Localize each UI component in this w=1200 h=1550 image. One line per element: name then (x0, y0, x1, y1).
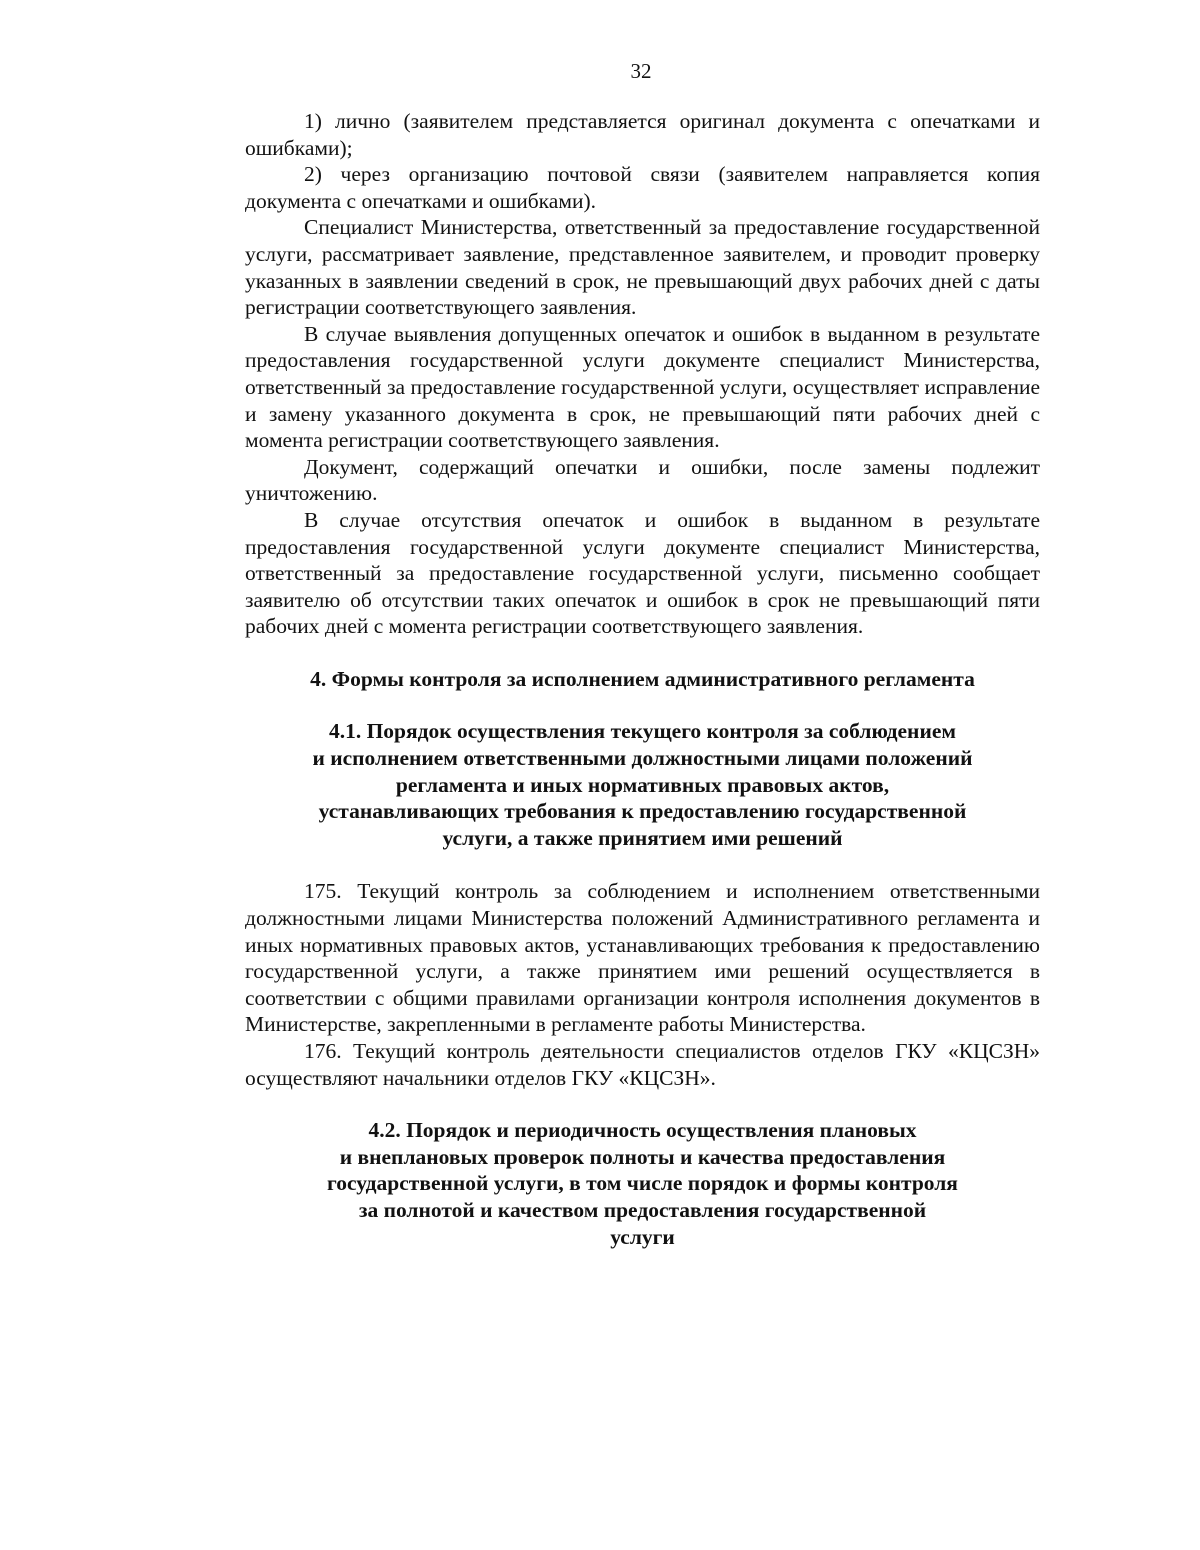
section-4-heading: 4. Формы контроля за исполнением административного регламента (310, 666, 975, 691)
paragraph-document-destruction: Документ, содержащий опечатки и ошибки, после замены подлежит уничтожению. (245, 454, 1040, 506)
page-number: 32 (630, 59, 652, 83)
section-4-2-heading-line: услуги (610, 1224, 675, 1249)
paragraph-175: 175. Текущий контроль за соблюдением и исполнением ответственными должностными лицами Министерства положений Административного регламента и иных нормативных правовых актов, устанавливающих требования к предоставлению государственной услуги, а также принятием ими решений осуществляется в соответствии с общими правилами организации контроля исполнения документов в Министерстве, закрепленными в регламенте работы Министерства. (245, 879, 1040, 1037)
paragraph-errors-found: В случае выявления допущенных опечаток и ошибок в выданном в результате предоставления государственной услуги документе специалист Министерства, ответственный за предоставление государственной услуги, осуществляет исправление и замену указанного документа в срок, не превышающий пяти рабочих дней с момента регистрации соответствующего заявления. (245, 321, 1040, 453)
section-4-2-heading-line: и внеплановых проверок полноты и качества предоставления (339, 1144, 946, 1169)
section-4-2-heading-line: за полнотой и качеством предоставления государственной (358, 1197, 927, 1222)
paragraph-item-2: 2) через организацию почтовой связи (заявителем направляется копия документа с опечатками и ошибками). (245, 162, 1040, 213)
section-4-1-heading-line: устанавливающих требования к предоставлению государственной (318, 799, 967, 824)
section-4-2-heading-line: государственной услуги, в том числе порядок и формы контроля (327, 1171, 958, 1196)
paragraph-specialist-review: Специалист Министерства, ответственный за предоставление государственной услуги, рассматривает заявление, представленное заявителем, и проводит проверку указанных в заявлении сведений в срок, не превышающий двух рабочих дней с даты регистрации соответствующего заявления. (245, 215, 1040, 320)
section-4-1-heading-line: и исполнением ответственными должностными лицами положений (312, 746, 973, 771)
section-4-2-heading (245, 1117, 1040, 1250)
section-4-1-heading-line: регламента и иных нормативных правовых актов, (395, 772, 890, 797)
paragraph-no-errors: В случае отсутствия опечаток и ошибок в выданном в результате предоставления государственной услуги документе специалист Министерства, ответственный за предоставление государственной услуги, письменно сообщает заявителю об отсутствии таких опечаток и ошибок в срок не превышающий пяти рабочих дней с момента регистрации соответствующего заявления. (245, 507, 1040, 639)
section-4-2-heading-line: 4.2. Порядок и периодичность осуществления плановых (368, 1118, 917, 1143)
section-4-1-heading (245, 718, 1040, 851)
paragraph-item-1: 1) лично (заявителем представляется оригинал документа с опечатками и ошибками); (245, 109, 1040, 160)
section-4-1-heading-line: 4.1. Порядок осуществления текущего контроля за соблюдением (328, 719, 957, 744)
document-body (245, 108, 1040, 1250)
section-4-1-heading-line: услуги, а также принятием ими решений (442, 825, 843, 850)
paragraph-176: 176. Текущий контроль деятельности специалистов отделов ГКУ «КЦСЗН» осуществляют начальники отделов ГКУ «КЦСЗН». (245, 1039, 1040, 1090)
